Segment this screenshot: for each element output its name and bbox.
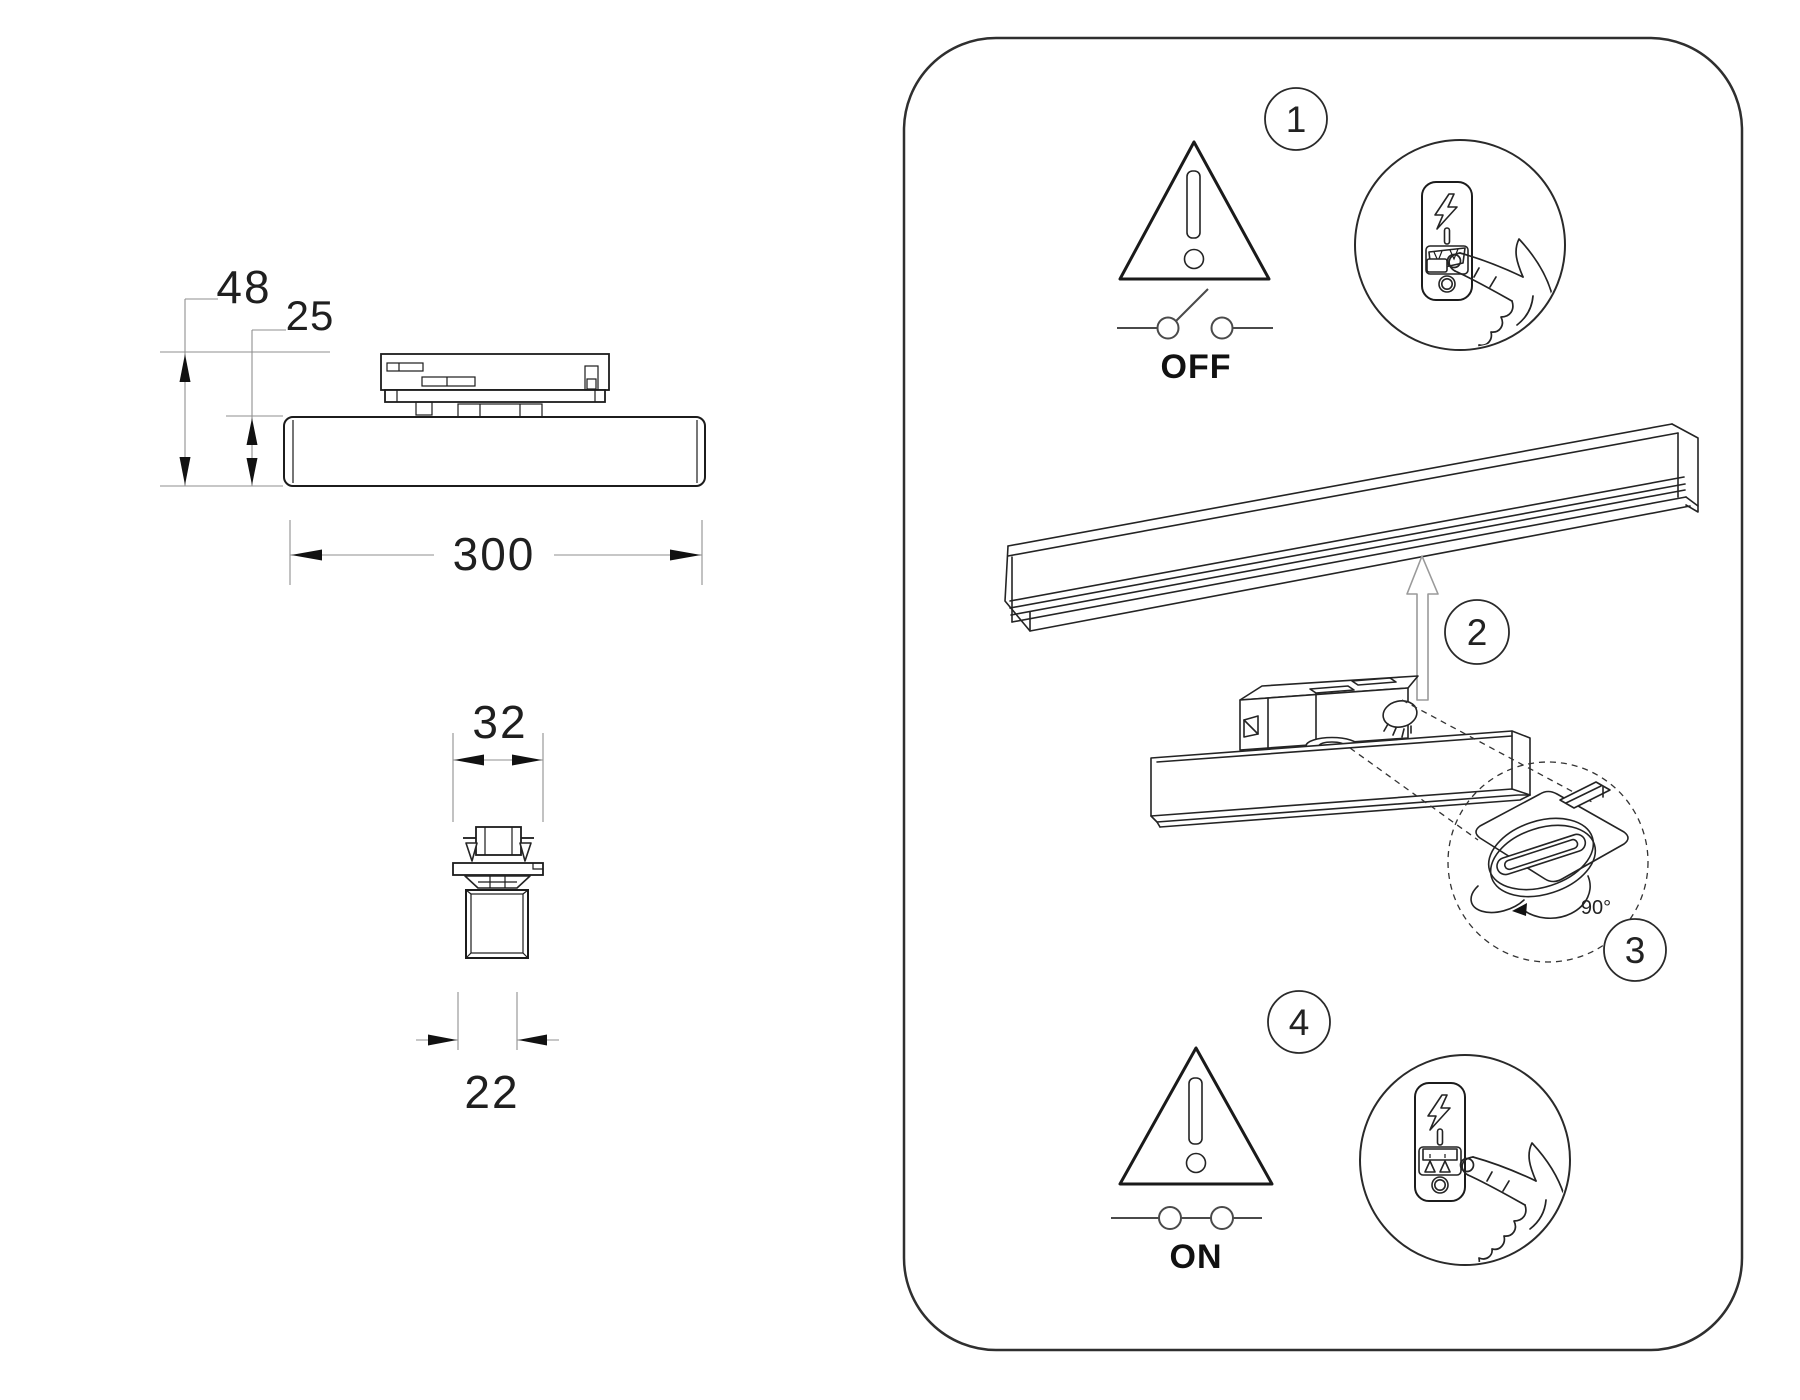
- front-view-drawing: [416, 696, 559, 1118]
- adapter-front-view: [453, 827, 543, 888]
- step-1-detail: [1355, 140, 1565, 371]
- light-bar-side-view: [284, 417, 705, 486]
- step-2-number: 2: [1466, 612, 1488, 653]
- side-view-drawing: [160, 261, 705, 585]
- step-1-power-label: OFF: [1160, 348, 1232, 386]
- step-4: [1111, 991, 1570, 1276]
- dim-adapter-width: 32: [472, 696, 528, 748]
- exclamation-dot: [1187, 1154, 1206, 1173]
- dim-total-height: 48: [216, 261, 272, 313]
- step-3-number: 3: [1624, 930, 1646, 971]
- track-rail: [1005, 424, 1698, 631]
- exclamation-bar: [1187, 171, 1200, 238]
- exclamation-dot: [1185, 250, 1204, 269]
- fixture-3d: [1151, 676, 1530, 827]
- step-1: [1117, 88, 1565, 386]
- step-3: [1448, 762, 1666, 981]
- open-switch-symbol: [1117, 289, 1273, 339]
- closed-switch-symbol: [1111, 1207, 1262, 1229]
- warning-triangle: [1120, 1048, 1272, 1184]
- adapter-side-view: [381, 354, 609, 417]
- step-1-number: 1: [1285, 99, 1307, 140]
- step-4-number: 4: [1288, 1002, 1310, 1043]
- step-4-detail: [1360, 1055, 1570, 1275]
- warning-triangle: [1120, 142, 1269, 279]
- step-2: [1005, 424, 1698, 840]
- step-4-power-label: ON: [1169, 1238, 1223, 1276]
- rotate-arrowhead: [1512, 903, 1527, 916]
- dim-length: 300: [452, 528, 536, 580]
- dim-body-width: 22: [464, 1066, 520, 1118]
- exclamation-bar: [1189, 1078, 1202, 1144]
- rotation-angle: 90°: [1580, 897, 1612, 919]
- dim-bar-height: 25: [285, 292, 335, 339]
- lamp-body-front-view: [466, 890, 528, 958]
